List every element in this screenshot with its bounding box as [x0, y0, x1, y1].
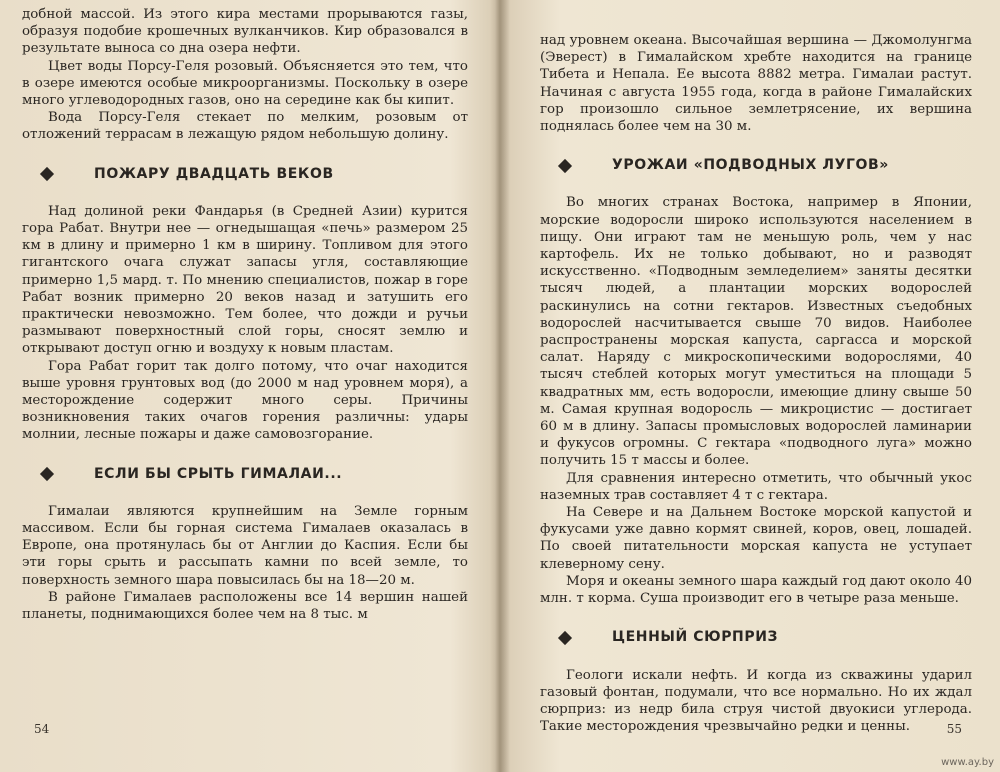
section-title: УРОЖАИ «ПОДВОДНЫХ ЛУГОВ»	[612, 157, 889, 174]
paragraph: Геологи искали нефть. И когда из скважины ударил газовый фонтан, подумали, что все нормально. Но их ждал сюрприз: из недр била струя чистой двуокиси углерода. Такие месторождения чрезвычайно редки и ценны.	[540, 667, 972, 735]
book-gutter	[490, 0, 510, 772]
page-number: 54	[34, 721, 50, 736]
paragraph: Над долиной реки Фандарья (в Средней Азии) курится гора Рабат. Внутри нее — огнедышащая «печь» размером 25 км в длину и примерно 1 км в ширину. Топливом для этого гигантского очага служат запасы угля, составляющие примерно 1,5 мард. т. По мнению специалистов, пожар в горе Рабат возник примерно 20 веков назад и затушить его практически невозможно. Тем более, что дожди и ручьи размывают поверхностный слой горы, сносят землю и открывают доступ огню и воздуху к новым пластам.	[22, 203, 468, 357]
paragraph: Гималаи являются крупнейшим на Земле горным массивом. Если бы горная система Гималаев оказалась в Европе, она протянулась бы от Англии до Каспия. Если бы эти горы срыть и рассыпать камни по всей земле, то поверхность земного шара повысилась бы на 18—20 м.	[22, 503, 468, 588]
diamond-bullet-icon	[558, 631, 572, 645]
paragraph: Гора Рабат горит так долго потому, что очаг находится выше уровня грунтовых вод (до 2000 м над уровнем моря), а месторождение содержит много серы. Причины возникновения таких очагов горения различны: удары молнии, лесные пожары и даже самовозгорание.	[22, 358, 468, 443]
section-title: ПОЖАРУ ДВАДЦАТЬ ВЕКОВ	[94, 165, 334, 182]
section-heading	[22, 166, 468, 183]
watermark: www.ay.by	[941, 757, 994, 768]
paragraph: Вода Порсу-Геля стекает по мелким, розовым от отложений террасам в лежащую рядом небольшую долину.	[22, 110, 468, 143]
paragraph: Во многих странах Востока, например в Японии, морские водоросли широко используются населением в пищу. Они играют там не меньшую роль, чем у нас картофель. Их не только добывают, но и разводят искусственно. «Подводным земледелием» заняты десятки тысяч людей, а плантации морских водорослей раскинулись на сотни гектаров. Известных съедобных водорослей насчитывается свыше 70 видов. Наиболее распространены морская капуста, саргасса и морской салат. Наряду с микроскопическими водорослями, 40 тысяч стеблей которых могут уместиться на площади 5 квадратных мм, есть водоросли, имеющие длину свыше 50 м. Самая крупная водоросль — микроцистис — достигает 60 м в длину. Запасы промысловых водорослей ламинарии и фукусов огромны. С гектара «подводного луга» можно получить 15 т массы и более.	[540, 195, 972, 469]
paragraph: Для сравнения интересно отметить, что обычный укос наземных трав составляет 4 т с гектара.	[540, 470, 972, 503]
right-page	[540, 0, 972, 772]
paragraph: над уровнем океана. Высочайшая вершина — Джомолунгма (Эверест) в Гималайском хребте находится на границе Тибета и Непала. Ее высота 8882 метра. Гималаи растут. Начиная с августа 1955 года, когда в районе Гималайских гор произошло сильное землетрясение, их вершина поднялась более чем на 30 м.	[540, 33, 972, 135]
section-heading	[22, 466, 468, 483]
diamond-bullet-icon	[558, 159, 572, 173]
paragraph: добной массой. Из этого кира местами прорываются газы, образуя подобие крошечных вулканчиков. Кир образовался в результате выноса со дна озера нефти.	[22, 7, 468, 57]
diamond-bullet-icon	[40, 467, 54, 481]
paragraph: Моря и океаны земного шара каждый год дают около 40 млн. т корма. Суша производит его в четыре раза меньше.	[540, 573, 972, 607]
section-heading	[540, 629, 972, 646]
diamond-bullet-icon	[40, 167, 54, 181]
right-page-intro	[540, 32, 972, 135]
paragraph: Цвет воды Порсу-Геля розовый. Объясняется это тем, что в озере имеются особые микроорганизмы. Поскольку в озере много углеводородных газов, оно на середине как бы кипит.	[22, 58, 468, 109]
paragraph: На Севере и на Дальнем Востоке морской капустой и фукусами уже давно кормят свиней, коров, овец, лошадей. По своей питательности морская капуста не уступает клеверному сену.	[540, 505, 972, 572]
page-number: 55	[946, 721, 962, 736]
left-page-intro	[22, 6, 468, 144]
section-title: ЦЕННЫЙ СЮРПРИЗ	[612, 629, 779, 646]
section-title: ЕСЛИ БЫ СРЫТЬ ГИМАЛАИ...	[94, 465, 343, 482]
section-heading	[540, 157, 972, 174]
paragraph: В районе Гималаев расположены все 14 вершин нашей планеты, поднимающихся более чем на 8 тыс. м	[22, 589, 468, 623]
left-page	[22, 0, 474, 772]
